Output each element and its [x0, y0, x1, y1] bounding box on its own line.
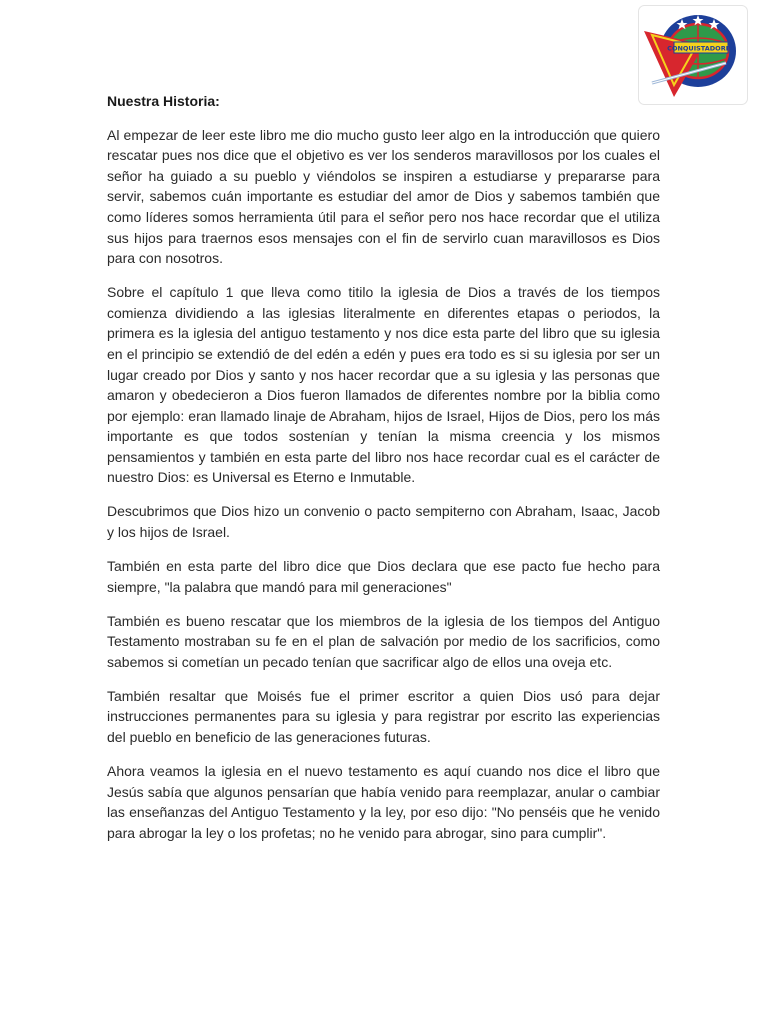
paragraph: Al empezar de leer este libro me dio mucho gusto leer algo en la introducción que quiero rescatar pues nos dice que el objetivo es ver los senderos maravillosos por los cuales el señor ha guiado a su pueblo y viéndolos se inspiren a estudiarse y prepararse para servir, sabemos cuán importante es estudiar del amor de Dios y sabemos también que como líderes somos herramienta útil para el señor pero nos hace recordar que el utiliza sus hijos para traernos esos mensajes con el fin de servirlo cuan maravillosos es Dios para con nosotros.	[107, 126, 660, 267]
conquistadores-emblem-icon	[638, 5, 748, 105]
document-body	[107, 91, 660, 857]
paragraph: También en esta parte del libro dice que Dios declara que ese pacto fue hecho para siempre, "la palabra que mandó para mil generaciones"	[107, 558, 660, 595]
paragraph: También resaltar que Moisés fue el primer escritor a quien Dios usó para dejar instrucciones permanentes para su iglesia y para registrar por escrito las experiencias del pueblo en beneficio de las generaciones futuras.	[107, 687, 660, 745]
document-heading: Nuestra Historia:	[107, 93, 220, 109]
emblem-svg	[638, 5, 748, 105]
paragraph: También es bueno rescatar que los miembros de la iglesia de los tiempos del Antiguo Testamento mostraban su fe en el plan de salvación por medio de los sacrificios, como sabemos si cometían un pecado tenían que sacrificar algo de ellos una oveja etc.	[107, 612, 660, 670]
paragraph: Descubrimos que Dios hizo un convenio o pacto sempiterno con Abraham, Isaac, Jacob y los hijos de Israel.	[107, 503, 660, 541]
emblem-banner-text: CONQUISTADORES	[667, 44, 735, 53]
paragraph: Ahora veamos la iglesia en el nuevo testamento es aquí cuando nos dice el libro que Jesús sabía que algunos pensarían que había venido para reemplazar, anular o cambiar las enseñanzas del Antiguo Testamento y la ley, por eso dijo: "No penséis que he venido para abrogar la ley o los profetas; no he venido para abrogar, sino para cumplir".	[107, 762, 660, 841]
paragraph: Sobre el capítulo 1 que lleva como titilo la iglesia de Dios a través de los tiempos comienza dividiendo a las iglesias literalmente en diferentes etapas o periodos, la primera es la iglesia del antiguo testamento y nos dice esta parte del libro que su iglesia en el principio se extendió de del edén a edén y pues era todo es si su iglesia por ser un lugar creado por Dios y santo y nos hacer recordar que a su iglesia y las personas que amaron y obedecieron a Dios fueron llamados de diferentes nombre por la biblia como por ejemplo: eran llamado linaje de Abraham, hijos de Israel, Hijos de Dios, pero los más importante es que todos sostenían y tenían la misma creencia y los mismos pensamientos y también en esta parte del libro nos hace recordar cual es el carácter de nuestro Dios: es Universal es Eterno e Inmutable.	[107, 284, 660, 486]
